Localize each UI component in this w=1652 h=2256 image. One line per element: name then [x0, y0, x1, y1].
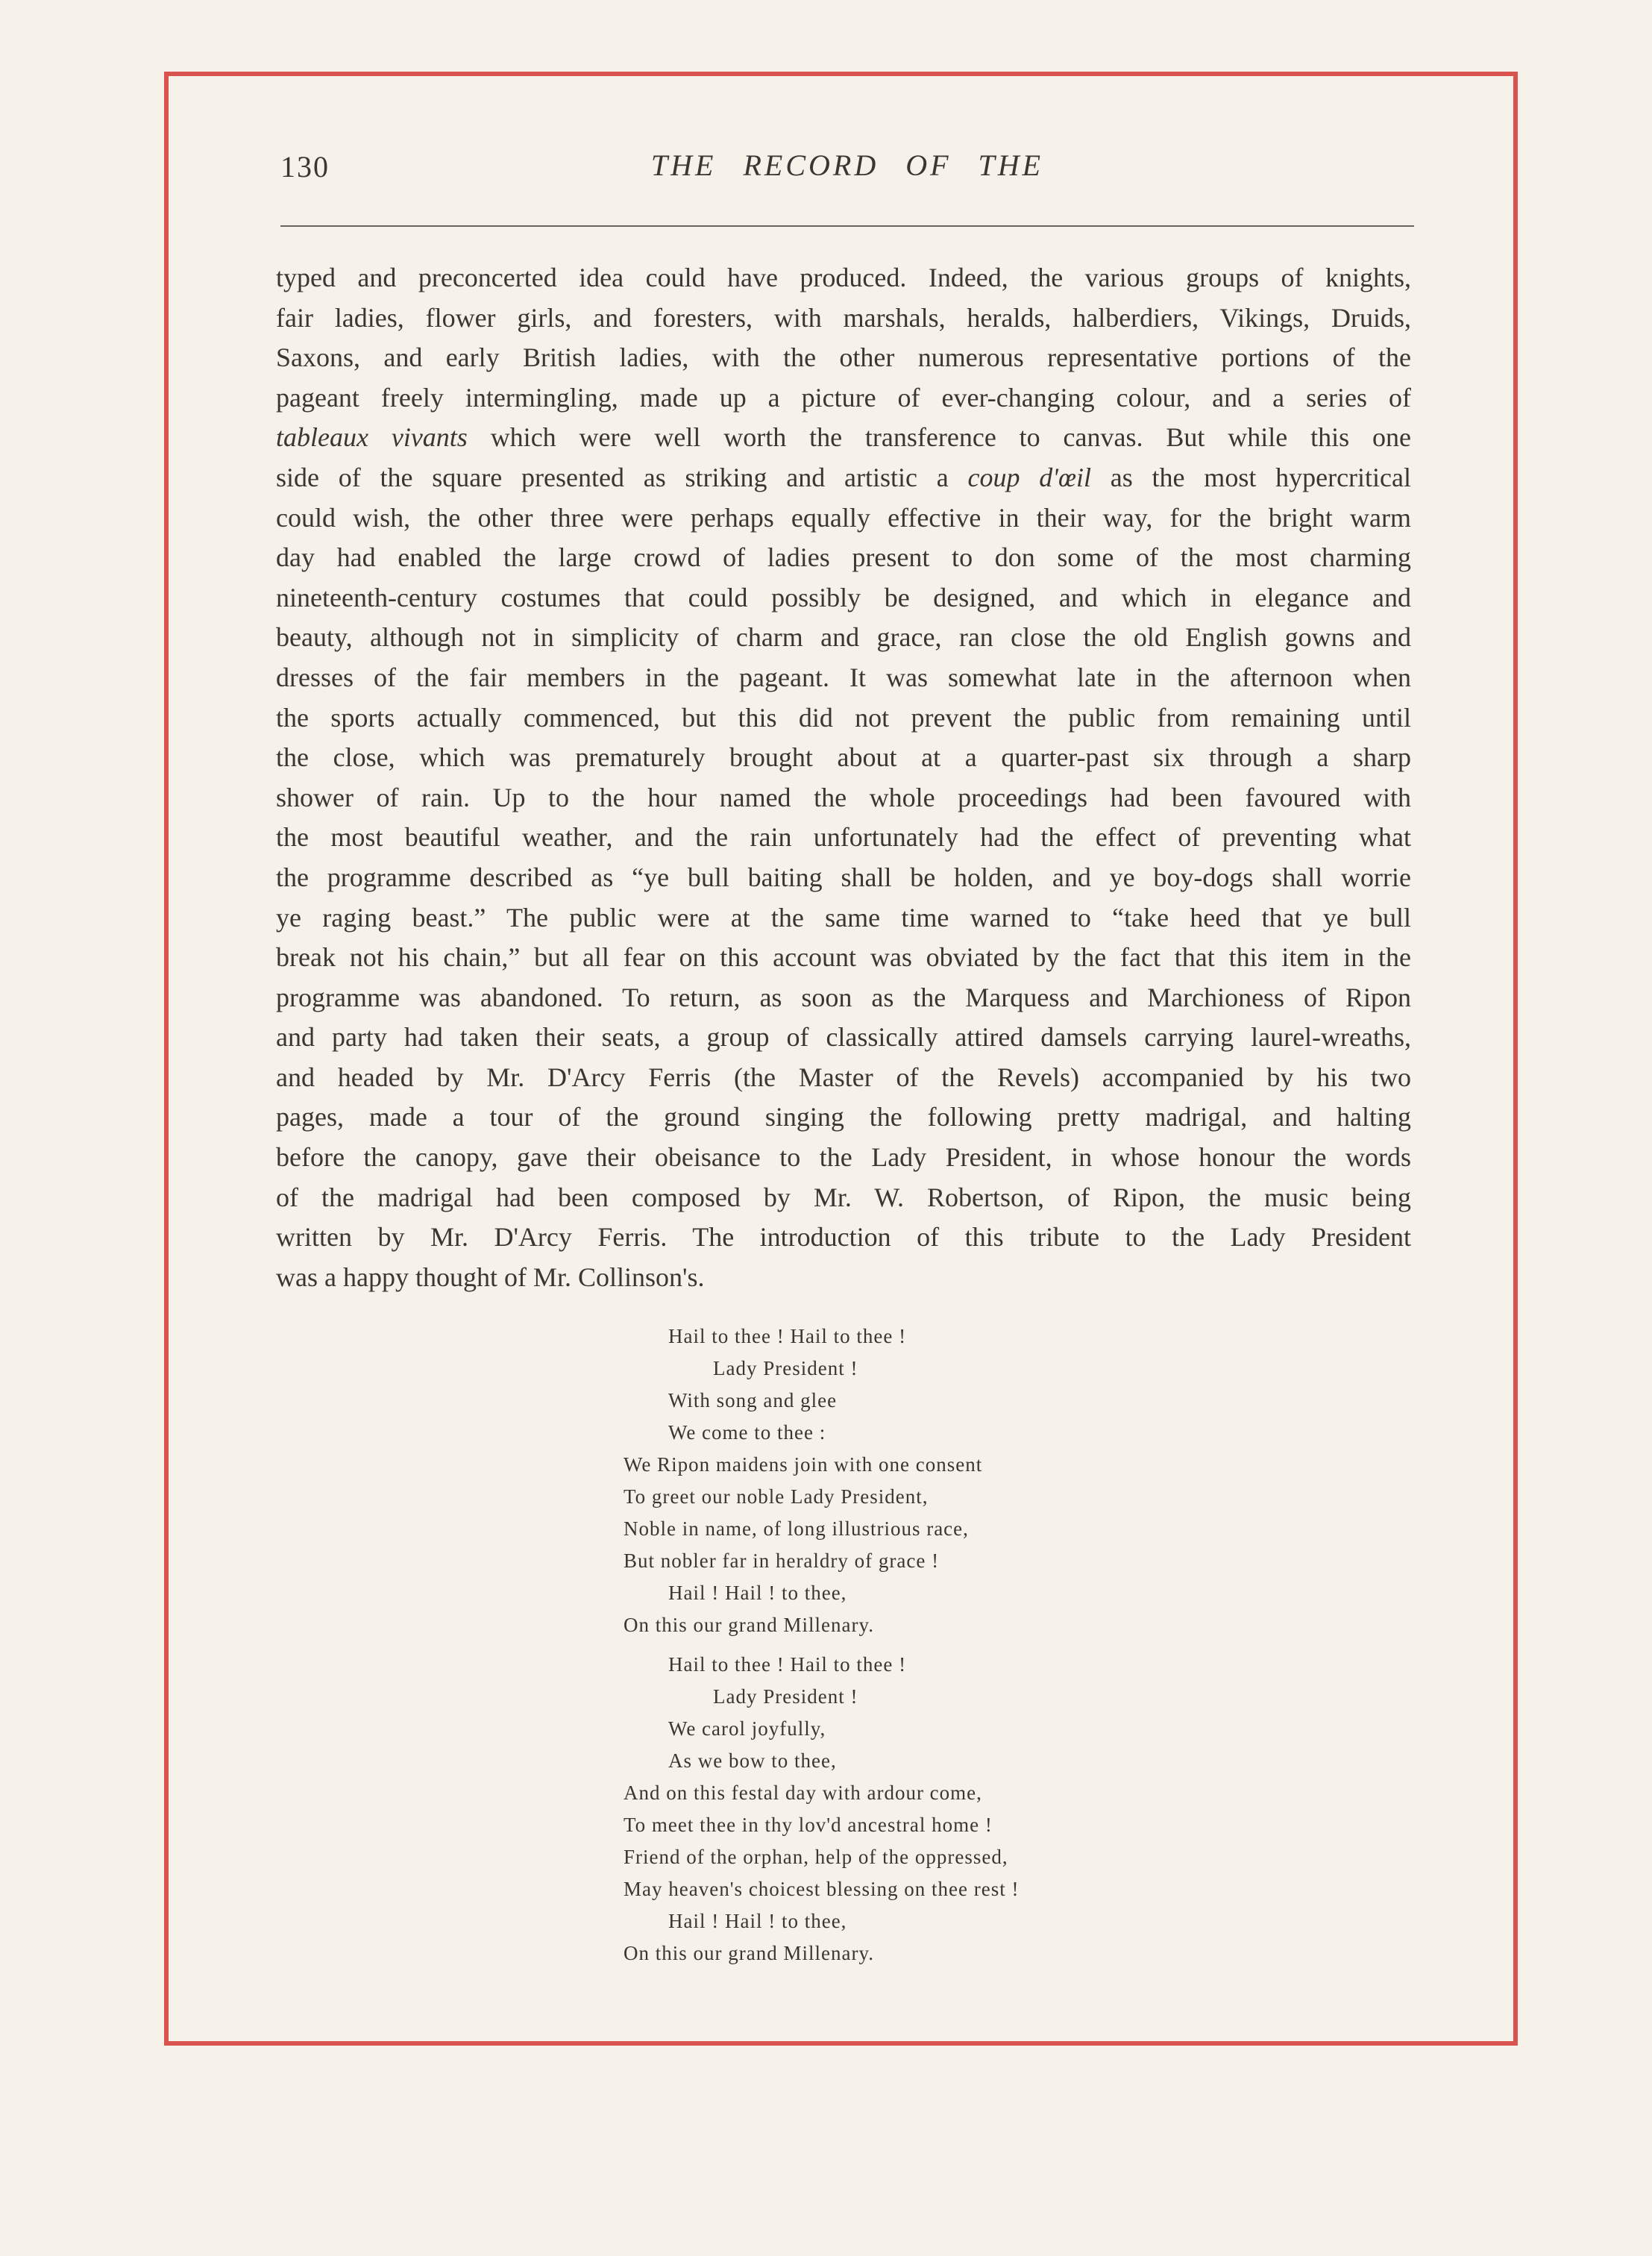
text-run: programme was abandoned. To return, as soon as the Marquess and Marchioness of Ripon — [276, 982, 1411, 1012]
poem-line: With song and glee — [668, 1389, 838, 1411]
madrigal-poem — [624, 1320, 1146, 1977]
text-line — [276, 738, 1411, 778]
text-line — [276, 418, 1411, 458]
text-line — [276, 338, 1411, 378]
text-line — [276, 1178, 1411, 1218]
poem-line: As we bow to thee, — [668, 1749, 837, 1772]
text-run: could wish, the other three were perhaps equally effective in their way, for the bright warm — [276, 502, 1411, 533]
text-line — [276, 1018, 1411, 1058]
body-paragraph — [276, 258, 1411, 1297]
text-run: Saxons, and early British ladies, with the other numerous representative portions of the — [276, 342, 1411, 373]
text-line — [276, 1258, 1411, 1298]
text-run: side of the square presented as striking and artistic a — [276, 462, 968, 492]
poem-line: Lady President ! — [713, 1685, 858, 1708]
poem-line: Lady President ! — [713, 1357, 858, 1379]
text-run: before the canopy, gave their obeisance to the Lady President, in whose honour the words — [276, 1142, 1411, 1173]
text-line — [276, 618, 1411, 658]
running-head: THE RECORD OF THE — [650, 148, 1044, 182]
text-line — [276, 378, 1411, 419]
text-line — [276, 498, 1411, 539]
text-run: typed and preconcerted idea could have produced. Indeed, the various groups of knights, — [276, 263, 1411, 292]
text-run: which were well worth the transference to canvas. But while this one — [467, 422, 1411, 453]
text-run: break not his chain,” but all fear on this account was obviated by the fact that this item in the — [276, 942, 1411, 973]
poem-line: But nobler far in heraldry of grace ! — [624, 1550, 940, 1572]
text-line — [276, 858, 1411, 898]
text-line — [276, 1097, 1411, 1138]
text-run: as the most hypercritical — [1091, 462, 1411, 492]
text-run: beauty, although not in simplicity of charm and grace, ran close the old English gowns and — [276, 622, 1411, 653]
text-run: the sports actually commenced, but this did not prevent the public from remaining until — [276, 702, 1411, 733]
text-run: was a happy thought of Mr. Collinson's. — [276, 1262, 705, 1292]
italic-phrase: coup d'œil — [967, 462, 1092, 492]
header-rule — [280, 225, 1414, 227]
poem-line: Hail to thee ! Hail to thee ! — [668, 1653, 907, 1676]
poem-line: We come to thee : — [668, 1421, 826, 1444]
poem-line: Friend of the orphan, help of the oppressed, — [624, 1846, 1008, 1868]
text-line — [276, 978, 1411, 1018]
poem-line: To greet our noble Lady President, — [624, 1485, 929, 1508]
text-run: pages, made a tour of the ground singing the following pretty madrigal, and halting — [276, 1102, 1411, 1132]
poem-line: We carol joyfully, — [668, 1717, 826, 1740]
text-line — [276, 818, 1411, 858]
text-run: and party had taken their seats, a group of classically attired damsels carrying laurel-wreaths, — [276, 1022, 1411, 1053]
text-run: written by Mr. D'Arcy Ferris. The introduction of this tribute to the Lady President — [276, 1222, 1411, 1253]
text-line — [276, 1058, 1411, 1098]
poem-line: Hail to thee ! Hail to thee ! — [668, 1325, 907, 1347]
text-line — [276, 538, 1411, 578]
text-line — [276, 1218, 1411, 1258]
text-line — [276, 658, 1411, 698]
text-line — [276, 698, 1411, 739]
text-line — [276, 778, 1411, 818]
text-line — [276, 1138, 1411, 1178]
text-line — [276, 938, 1411, 978]
text-run: shower of rain. Up to the hour named the whole proceedings had been favoured with — [276, 782, 1411, 812]
poem-line: And on this festal day with ardour come, — [624, 1782, 982, 1804]
text-run: day had enabled the large crowd of ladies present to don some of the most charming — [276, 542, 1411, 573]
text-line — [276, 298, 1411, 339]
text-run: and headed by Mr. D'Arcy Ferris (the Master of the Revels) accompanied by his two — [276, 1062, 1411, 1092]
text-run: the close, which was prematurely brought about at a quarter-past six through a sharp — [276, 742, 1411, 773]
text-run: dresses of the fair members in the pageant. It was somewhat late in the afternoon when — [276, 662, 1411, 692]
italic-phrase: tableaux vivants — [276, 422, 468, 453]
text-line — [276, 258, 1411, 298]
text-run: the most beautiful weather, and the rain unfortunately had the effect of preventing what — [276, 822, 1411, 853]
text-run: ye raging beast.” The public were at the same time warned to “take heed that ye bull — [276, 902, 1411, 933]
text-run: nineteenth-century costumes that could possibly be designed, and which in elegance and — [276, 582, 1411, 612]
page-number: 130 — [280, 150, 330, 184]
text-run: pageant freely intermingling, made up a picture of ever-changing colour, and a series of — [276, 382, 1411, 413]
text-run: the programme described as “ye bull baiting shall be holden, and ye boy-dogs shall worrie — [276, 862, 1411, 892]
text-run: of the madrigal had been composed by Mr. W. Robertson, of Ripon, the music being — [276, 1182, 1411, 1212]
text-line — [276, 898, 1411, 939]
text-line — [276, 578, 1411, 618]
poem-line: On this our grand Millenary. — [624, 1614, 874, 1636]
poem-line: Hail ! Hail ! to thee, — [668, 1910, 847, 1932]
poem-stanza-1 — [624, 1320, 1146, 1641]
poem-line: We Ripon maidens join with one consent — [624, 1453, 983, 1476]
poem-stanza-2 — [624, 1649, 1146, 1970]
text-run: fair ladies, flower girls, and foresters, with marshals, heralds, halberdiers, Vikings, Druids, — [276, 302, 1411, 333]
poem-line: Noble in name, of long illustrious race, — [624, 1517, 969, 1540]
poem-line: To meet thee in thy lov'd ancestral home ! — [624, 1814, 993, 1836]
text-line — [276, 458, 1411, 498]
poem-line: On this our grand Millenary. — [624, 1942, 874, 1964]
poem-line: May heaven's choicest blessing on thee rest ! — [624, 1878, 1020, 1900]
poem-line: Hail ! Hail ! to thee, — [668, 1582, 847, 1604]
